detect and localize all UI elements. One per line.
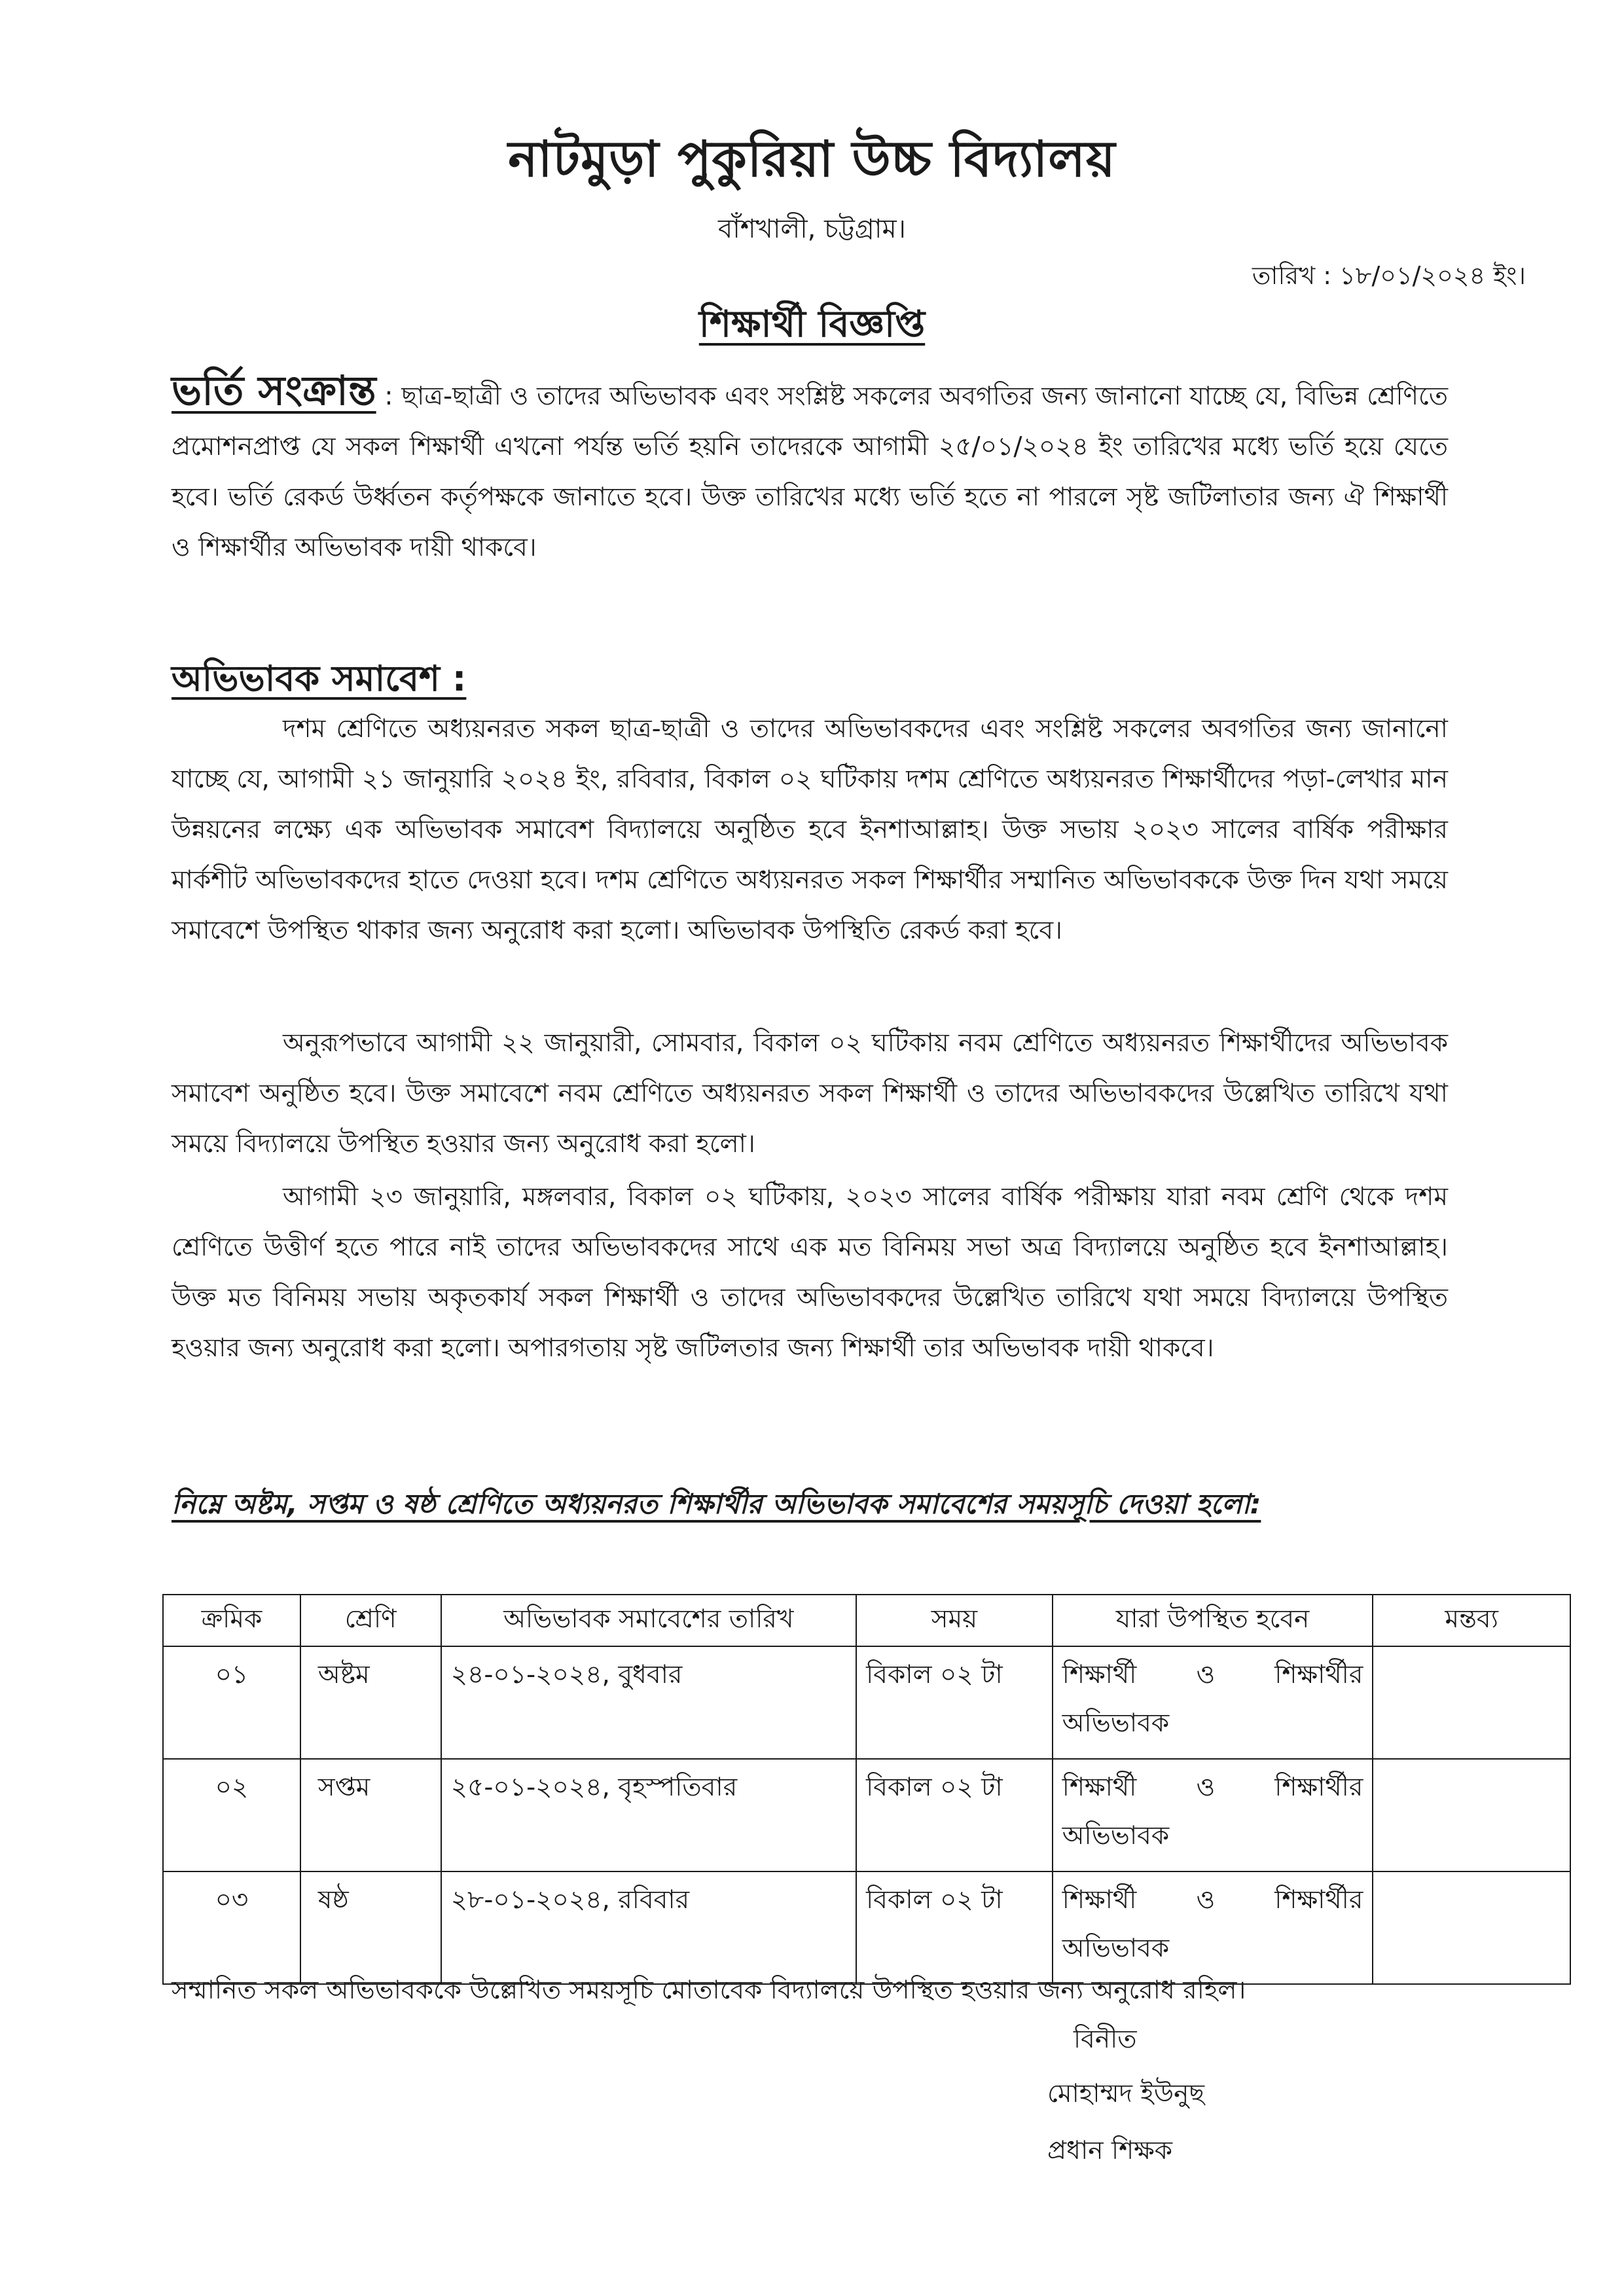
cell-attendees: শিক্ষার্থী ও শিক্ষার্থীর অভিভাবক [1053, 1759, 1373, 1871]
table-row [163, 1646, 1570, 1759]
signatory-name: মোহাম্মদ ইউনুছ [1047, 2079, 1205, 2108]
column-header-remarks: মন্তব্য [1373, 1595, 1570, 1646]
signatory-designation: প্রধান শিক্ষক [1047, 2136, 1173, 2165]
cell-class: অষ্টম [300, 1646, 441, 1759]
column-header-time: সময় [856, 1595, 1053, 1646]
cell-remarks [1373, 1871, 1570, 1984]
cell-serial: ০৩ [163, 1871, 300, 1984]
column-header-date: অভিভাবক সমাবেশের তারিখ [441, 1595, 856, 1646]
cell-date: ২৫-০১-২০২৪, বৃহস্পতিবার [441, 1759, 856, 1871]
guardian-meeting-heading: অভিভাবক সমাবেশ : [171, 658, 467, 699]
admission-text: : ছাত্র-ছাত্রী ও তাদের অভিভাবক এবং সংশ্লিষ্ট সকলের অবগতির জন্য জানানো যাচ্ছে যে, বিভিন্ন শ্রেণিতে প্রমোশনপ্রাপ্ত যে সকল শিক্ষার্থী এখনো পর্যন্ত ভর্তি হয়নি তাদেরকে আগামী ২৫/০১/২০২৪ ইং তারিখের মধ্যে ভর্তি হয়ে যেতে হবে। ভর্তি রেকর্ড উর্ধ্বতন কর্তৃপক্ষকে জানাতে হবে। উক্ত তারিখের মধ্যে ভর্তি হতে না পারলে সৃষ্ট জটিলাতার জন্য ঐ শিক্ষার্থী ও শিক্ষার্থীর অভিভাবক দায়ী থাকবে। [171, 382, 1448, 562]
cell-remarks [1373, 1759, 1570, 1871]
meeting-paragraph-class-nine: অনুরূপভাবে আগামী ২২ জানুয়ারী, সোমবার, বিকাল ০২ ঘটিকায় নবম শ্রেণিতে অধ্যয়নরত শিক্ষার্থীদের অভিভাবক সমাবেশ অনুষ্ঠিত হবে। উক্ত সমাবেশে নবম শ্রেণিতে অধ্যয়নরত সকল শিক্ষার্থী ও তাদের অভিভাবকদের উল্লেখিত তারিখে যথা সময়ে বিদ্যালয়ে উপস্থিত হওয়ার জন্য অনুরোধ করা হলো। [171, 1028, 1448, 1159]
table-header-row [163, 1595, 1570, 1646]
cell-serial: ০২ [163, 1759, 300, 1871]
cell-time: বিকাল ০২ টা [856, 1759, 1053, 1871]
notice-title-wrapper [0, 296, 1624, 357]
table-row [163, 1759, 1570, 1871]
admission-section [171, 365, 1448, 573]
column-header-attendees: যারা উপস্থিত হবেন [1053, 1595, 1373, 1646]
cell-date: ২৮-০১-২০২৪, রবিবার [441, 1871, 856, 1984]
closing-regards: বিনীত [1074, 2025, 1137, 2054]
notice-title: শিক্ষার্থী বিজ্ঞপ্তি [698, 303, 926, 346]
school-name: নাটমুড়া পুকুরিয়া উচ্চ বিদ্যালয় [508, 130, 1116, 188]
cell-date: ২৪-০১-২০২৪, বুধবার [441, 1646, 856, 1759]
school-address: বাঁশখালী, চট্টগ্রাম। [718, 214, 906, 244]
notice-date: তারিখ : ১৮/০১/২০২৪ ইং। [1252, 261, 1526, 290]
cell-attendees: শিক্ষার্থী ও শিক্ষার্থীর অভিভাবক [1053, 1871, 1373, 1984]
cell-time: বিকাল ০২ টা [856, 1646, 1053, 1759]
admission-heading: ভর্তি সংক্রান্ত [171, 367, 376, 414]
cell-class: সপ্তম [300, 1759, 441, 1871]
cell-time: বিকাল ০২ টা [856, 1871, 1053, 1984]
column-header-serial: ক্রমিক [163, 1595, 300, 1646]
schedule-table [162, 1594, 1571, 1985]
cell-remarks [1373, 1646, 1570, 1759]
cell-serial: ০১ [163, 1646, 300, 1759]
meeting-paragraph-class-ten: দশম শ্রেণিতে অধ্যয়নরত সকল ছাত্র-ছাত্রী ও তাদের অভিভাবকদের এবং সংশ্লিষ্ট সকলের অবগতির জন্য জানানো যাচ্ছে যে, আগামী ২১ জানুয়ারি ২০২৪ ইং, রবিবার, বিকাল ০২ ঘটিকায় দশম শ্রেণিতে অধ্যয়নরত শিক্ষার্থীদের পড়া-লেখার মান উন্নয়নের লক্ষ্যে এক অভিভাবক সমাবেশ বিদ্যালয়ে অনুষ্ঠিত হবে ইনশাআল্লাহ। উক্ত সভায় ২০২৩ সালের বার্ষিক পরীক্ষার মার্কশীট অভিভাবকদের হাতে দেওয়া হবে। দশম শ্রেণিতে অধ্যয়নরত সকল শিক্ষার্থীর সম্মানিত অভিভাবককে উক্ত দিন যথা সময়ে সমাবেশে উপস্থিত থাকার জন্য অনুরোধ করা হলো। অভিভাবক উপস্থিতি রেকর্ড করা হবে। [171, 714, 1448, 945]
table-row [163, 1871, 1570, 1984]
cell-attendees: শিক্ষার্থী ও শিক্ষার্থীর অভিভাবক [1053, 1646, 1373, 1759]
meeting-paragraph-failed-students: আগামী ২৩ জানুয়ারি, মঙ্গলবার, বিকাল ০২ ঘটিকায়, ২০২৩ সালের বার্ষিক পরীক্ষায় যারা নবম শ্রেণি থেকে দশম শ্রেণিতে উত্তীর্ণ হতে পারে নাই তাদের অভিভাবকদের সাথে এক মত বিনিময় সভা অত্র বিদ্যালয়ে অনুষ্ঠিত হবে ইনশাআল্লাহ। উক্ত মত বিনিময় সভায় অকৃতকার্য সকল শিক্ষার্থী ও তাদের অভিভাবকদের উল্লেখিত তারিখে যথা সময়ে বিদ্যালয়ে উপস্থিত হওয়ার জন্য অনুরোধ করা হলো। অপারগতায় সৃষ্ট জটিলতার জন্য শিক্ষার্থী তার অভিভাবক দায়ী থাকবে। [171, 1182, 1448, 1363]
closing-request: সম্মানিত সকল অভিভাবককে উল্লেখিত সময়সূচি মোতাবেক বিদ্যালয়ে উপস্থিত হওয়ার জন্য অনুরোধ রহিল। [171, 1976, 1246, 2005]
column-header-class: শ্রেণি [300, 1595, 441, 1646]
schedule-intro: নিম্নে অষ্টম, সপ্তম ও ষষ্ঠ শ্রেণিতে অধ্যয়নরত শিক্ষার্থীর অভিভাবক সমাবেশের সময়সূচি দেওয়া হলো: [171, 1488, 1261, 1520]
cell-class: ষষ্ঠ [300, 1871, 441, 1984]
